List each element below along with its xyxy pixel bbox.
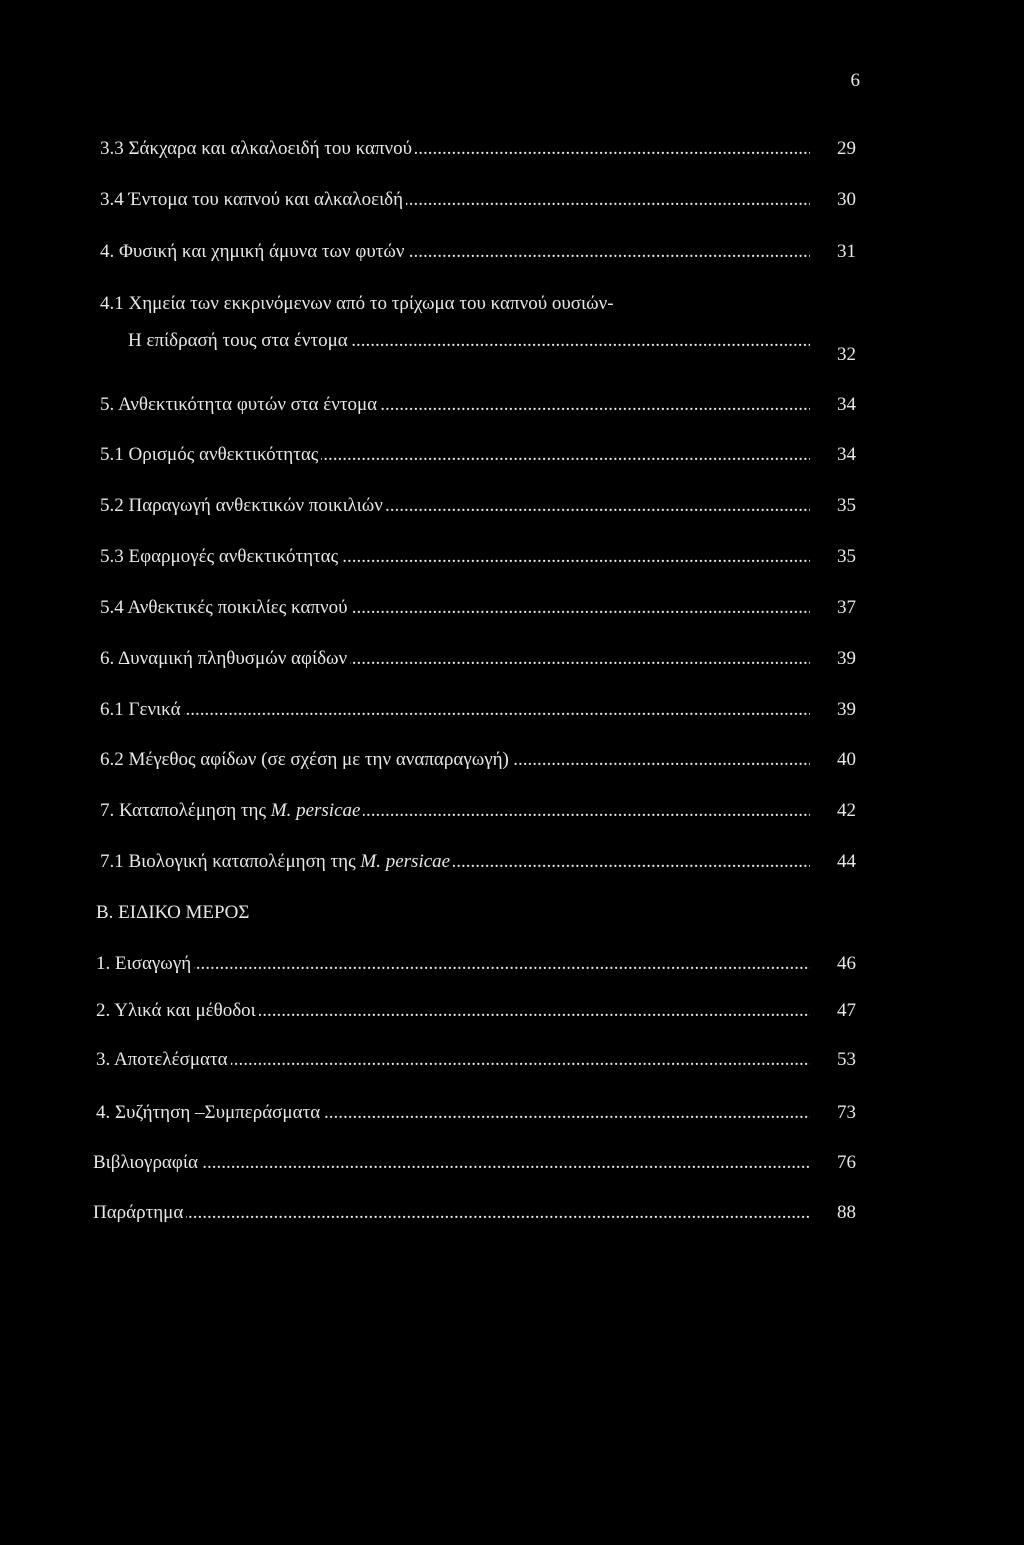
toc-entry — [0, 848, 1024, 876]
toc-entry-title: 2. Υλικά και μέθοδοι — [96, 997, 259, 1025]
toc-entry — [0, 391, 1024, 419]
toc-entry-page: 88 — [837, 1202, 856, 1223]
toc-entry — [0, 950, 1024, 978]
toc-entry-page: 76 — [837, 1152, 856, 1173]
toc-entry-page: 32 — [837, 344, 856, 365]
toc-entry-title: 5.1 Ορισμός ανθεκτικότητας — [100, 441, 321, 469]
toc-entry-title: 6.1 Γενικά — [100, 696, 184, 724]
toc-entry — [0, 135, 1024, 163]
toc-entry — [0, 645, 1024, 673]
toc-entry-page: 31 — [837, 241, 856, 262]
toc-entry — [0, 997, 1024, 1025]
toc-entry — [0, 238, 1024, 266]
toc-entry-title-text: 7.1 Βιολογική καταπολέμηση της — [100, 851, 356, 872]
toc-entry — [0, 746, 1024, 774]
toc-entry-page: 53 — [837, 1049, 856, 1070]
toc-entry-title — [100, 848, 453, 876]
toc-entry-page: 34 — [837, 394, 856, 415]
toc-entry-title — [100, 797, 363, 825]
toc-entry-title: 5.4 Ανθεκτικές ποικιλίες καπνού — [100, 594, 351, 622]
toc-entry-title: 3.4 Έντομα του καπνού και αλκαλοειδή — [100, 186, 406, 214]
dot-leader — [93, 1199, 810, 1227]
toc-entry-page: 35 — [837, 495, 856, 516]
toc-entry-page: 44 — [837, 851, 856, 872]
toc-entry-title: 5.3 Εφαρμογές ανθεκτικότητας — [100, 543, 341, 571]
toc-entry — [0, 1149, 1024, 1177]
toc-entry — [0, 543, 1024, 571]
species-name: M. persicae — [360, 851, 451, 872]
toc-entry-page: 34 — [837, 444, 856, 465]
toc-entry — [0, 441, 1024, 469]
toc-entry-page: 29 — [837, 138, 856, 159]
toc-entry — [0, 696, 1024, 724]
toc-entry-page: 73 — [837, 1102, 856, 1123]
toc-entry — [0, 594, 1024, 622]
section-heading: Β. ΕΙΔΙΚΟ ΜΕΡΟΣ — [96, 902, 250, 923]
toc-entry-title: 4. Συζήτηση –Συμπεράσματα — [96, 1099, 323, 1127]
toc-entry-title-text: 7. Καταπολέμηση της — [100, 800, 266, 821]
toc-entry — [0, 1199, 1024, 1227]
toc-entry-page: 46 — [837, 953, 856, 974]
dot-leader — [100, 696, 810, 724]
toc-entry-page: 42 — [837, 800, 856, 821]
toc-entry-title: 3. Αποτελέσματα — [96, 1046, 231, 1074]
toc-entry-title: 5. Ανθεκτικότητα φυτών στα έντομα — [100, 391, 380, 419]
toc-entry-title: 1. Εισαγωγή — [96, 950, 194, 978]
toc-entry — [0, 492, 1024, 520]
toc-entry-page: 37 — [837, 597, 856, 618]
toc-entry-title: Παράρτημα — [93, 1199, 186, 1227]
toc-entry-page: 40 — [837, 749, 856, 770]
toc-entry-title-line1: 4.1 Χημεία των εκκρινόμενων από το τρίχωμα του καπνού ουσιών- — [100, 293, 614, 314]
toc-entry-title: 5.2 Παραγωγή ανθεκτικών ποικιλιών — [100, 492, 386, 520]
toc-entry-title-line2: Η επίδρασή τους στα έντομα — [128, 327, 351, 355]
toc-entry — [0, 1099, 1024, 1127]
toc-entry-page: 30 — [837, 189, 856, 210]
toc-entry-page-row — [0, 341, 1024, 369]
toc-entry-page: 47 — [837, 1000, 856, 1021]
species-name: M. persicae — [270, 800, 361, 821]
toc-entry-page: 35 — [837, 546, 856, 567]
toc-entry — [0, 1046, 1024, 1074]
toc-entry — [0, 186, 1024, 214]
page-number: 6 — [850, 70, 860, 91]
toc-entry-title: 6. Δυναμική πληθυσμών αφίδων — [100, 645, 350, 673]
toc-entry-title: 4. Φυσική και χημική άμυνα των φυτών — [100, 238, 408, 266]
toc-entry-title: 3.3 Σάκχαρα και αλκαλοειδή του καπνού — [100, 135, 415, 163]
toc-entry-title: Βιβλιογραφία — [93, 1149, 201, 1177]
toc-entry-title: 6.2 Μέγεθος αφίδων (σε σχέση με την αναπαραγωγή) — [100, 746, 512, 774]
toc-entry-page: 39 — [837, 648, 856, 669]
dot-leader — [96, 950, 810, 978]
toc-entry-page: 39 — [837, 699, 856, 720]
toc-entry — [0, 797, 1024, 825]
